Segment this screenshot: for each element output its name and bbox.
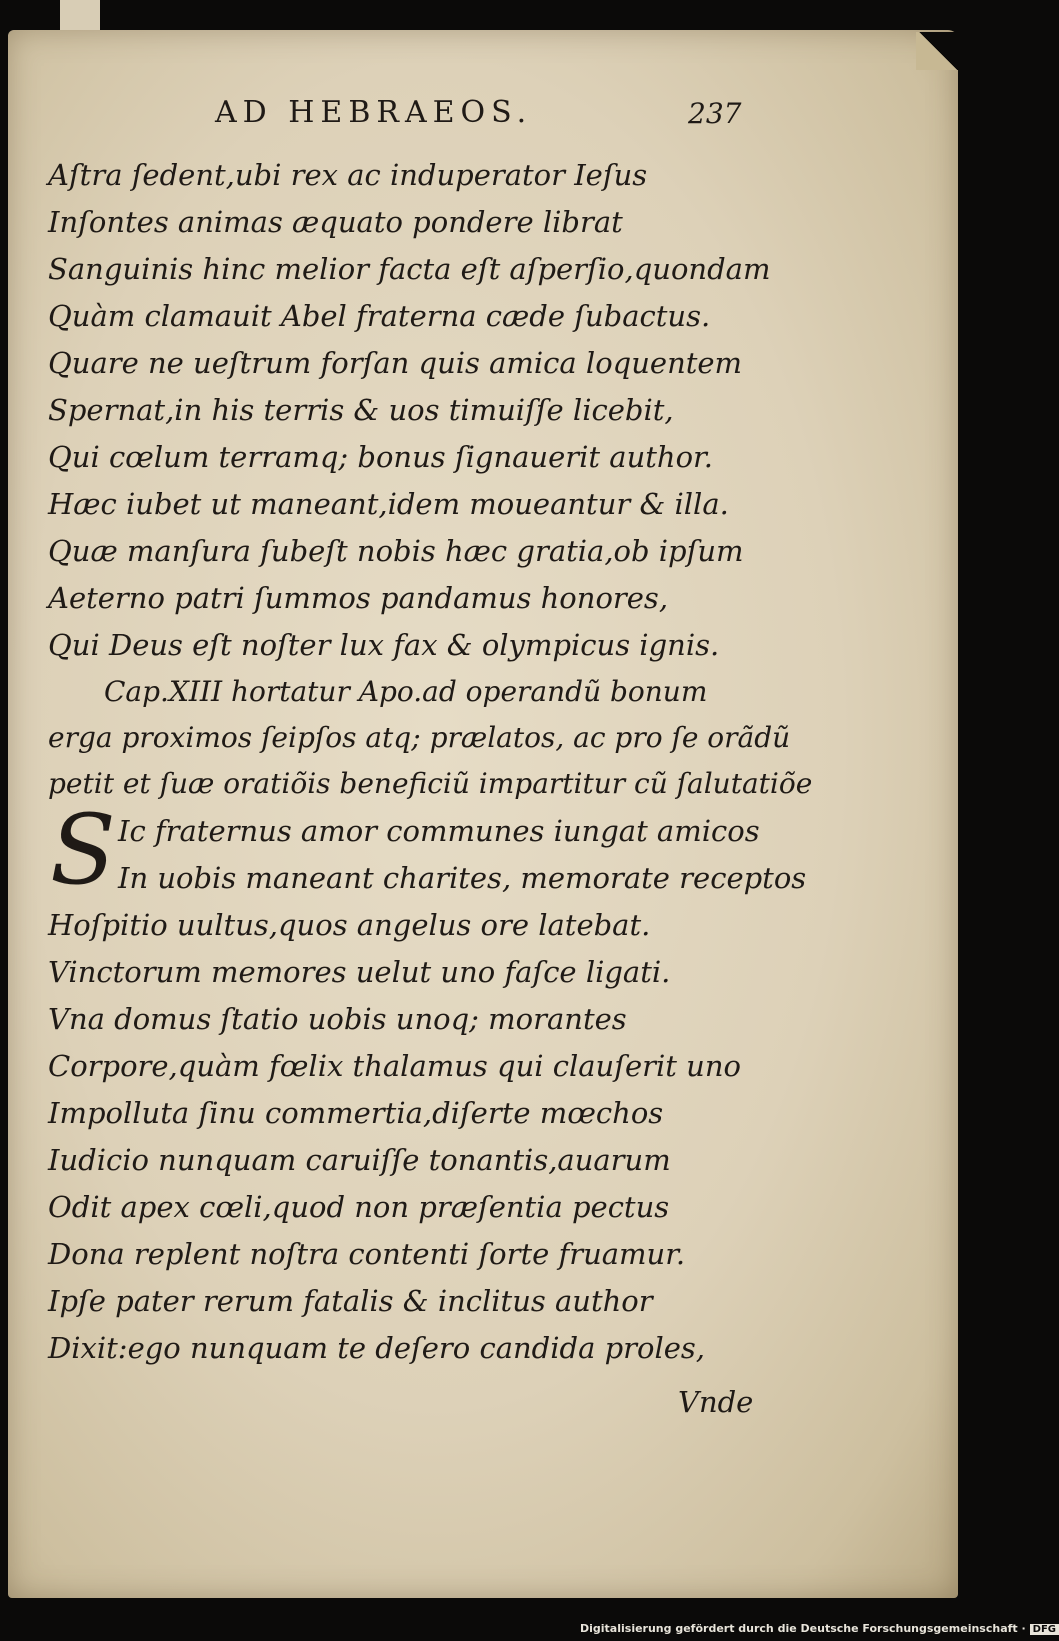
verse-line: Aſtra ſedent,ubi rex ac induperator Ieſus [48,158,648,192]
page-number: 237 [688,97,742,130]
verse-line: Hoſpitio uultus,quos angelus ore latebat. [48,908,651,942]
chapter-summary-line: erga proximos ſeipſos atq; prælatos, ac pro ſe orãdũ [48,721,791,754]
verse-line: Inſontes animas æquato pondere librat [48,205,623,239]
verse-line: Ipſe pater rerum fatalis & inclitus author [48,1284,653,1318]
verse-line: Quàm clamauit Abel fraterna cæde ſubactus. [48,299,711,333]
verse-block-1 [48,152,771,669]
verse-line: Quæ manſura ſubeſt nobis hæc gratia,ob ipſum [48,534,744,568]
verse-line: Qui Deus eſt noſter lux fax & olympicus ignis. [48,628,720,662]
drop-cap: S [50,794,116,906]
verse-line: Vna domus ſtatio uobis unoq; morantes [48,1002,627,1036]
initial-lines [118,808,806,902]
chapter-summary [48,669,813,807]
verse-line: Impolluta ſinu commertia,diſerte mœchos [48,1096,664,1130]
folded-corner [916,32,960,70]
page-edge-tab [60,0,100,32]
verse-line: Corpore,quàm fœlix thalamus qui clauſerit uno [48,1049,741,1083]
credit-text: Digitalisierung gefördert durch die Deutsche Forschungsgemeinschaft · [580,1622,1026,1635]
chapter-summary-line: petit et ſuæ oratiõis beneficiũ impartitur cũ ſalutatiõe [48,767,813,800]
catchword: Vnde [678,1385,754,1419]
verse-line: Hæc iubet ut maneant,idem moueantur & illa. [48,487,729,521]
dfg-logo: DFG [1030,1624,1059,1635]
verse-line: Dixit:ego nunquam te deſero candida proles, [48,1331,706,1365]
running-head: AD HEBRAEOS. [215,95,533,130]
verse-line: In uobis maneant charites, memorate receptos [118,861,807,895]
verse-line: Sanguinis hinc melior facta eſt aſperſio,quondam [48,252,771,286]
verse-block-2 [48,902,768,1372]
chapter-summary-line: Cap.XIII hortatur Apo.ad operandũ bonum [104,675,708,708]
verse-line: Spernat,in his terris & uos timuiſſe licebit, [48,393,674,427]
verse-line: Aeterno patri ſummos pandamus honores, [48,581,669,615]
verse-line: Quare ne ueſtrum forſan quis amica loquentem [48,346,743,380]
verse-line: Qui cœlum terramq; bonus ſignauerit author. [48,440,713,474]
verse-line: Ic fraternus amor communes iungat amicos [118,814,760,848]
verse-line: Iudicio nunquam caruiſſe tonantis,auarum [48,1143,671,1177]
verse-line: Vinctorum memores uelut uno faſce ligati. [48,955,671,989]
verse-line: Dona replent noſtra contenti ſorte fruamur. [48,1237,686,1271]
verse-line: Odit apex cœli,quod non præſentia pectus [48,1190,670,1224]
digitization-credit [580,1622,1059,1635]
